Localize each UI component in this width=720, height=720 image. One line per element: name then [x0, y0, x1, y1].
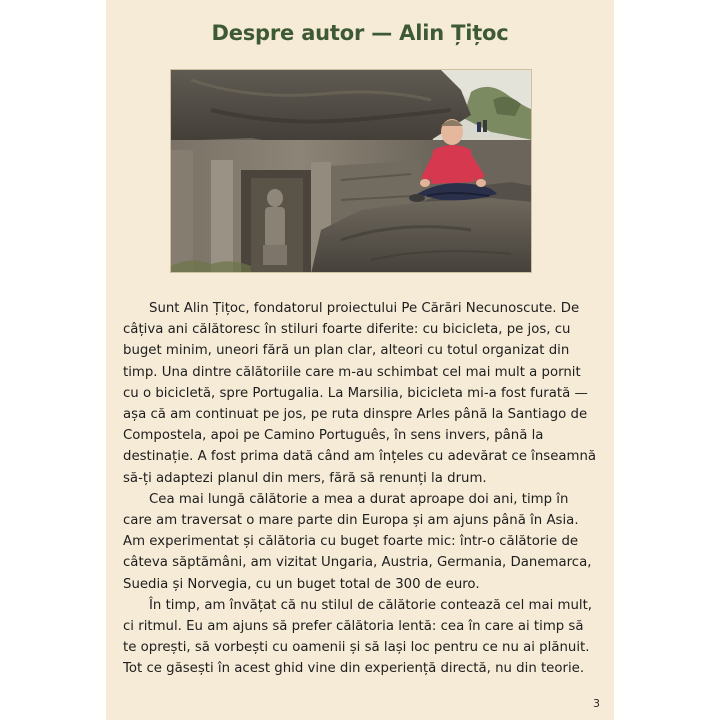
bio-paragraph-2: Cea mai lungă călătorie a mea a durat aproape doi ani, timp în care am traversat o mare parte din Europa și am ajuns până în Asia. Am experimentat și călătoria cu buget foarte mic: într-o călătorie de câteva săptămâni, am vizitat Ungaria, Austria, Germania, Danemarca, Suedia și Norvegia, cu un buget total de 300 de euro.	[123, 491, 592, 592]
author-bio	[123, 298, 597, 680]
bio-paragraph-1: Sunt Alin Țițoc, fondatorul proiectului Pe Cărări Necunoscute. De câțiva ani călătoresc în stiluri foarte diferite: cu bicicleta, pe jos, cu buget minim, uneori fără un plan clar, alteori cu totul organizat din timp. Una dintre călătoriile care m-au schimbat cel mai mult a pornit cu o bicicletă, spre Portugalia. La Marsilia, bicicleta mi-a fost furată — așa că am continuat pe jos, pe ruta dinspre Arles până la Santiago de Compostela, apoi pe Camino Português, în sens invers, până la destinație. A fost prima dată când am înțeles cu adevărat ce înseamnă să-ți adaptezi planul din mers, fără să renunți la drum.	[123, 301, 597, 486]
bio-paragraph-3: În timp, am învățat că nu stilul de călătorie contează cel mai mult, ci ritmul. Eu am ajuns să prefer călătoria lentă: cea în care ai timp să te oprești, să vorbești cu oamenii și să lași loc pentru ce nu ai plănuit. Tot ce găsești în acest ghid vine din experiență directă, nu din teorie.	[123, 597, 593, 677]
page-number: 3	[593, 697, 600, 710]
author-photo	[170, 69, 532, 273]
document-page	[106, 0, 614, 720]
author-photo-cave-icon	[171, 70, 532, 273]
page-title: Despre autor — Alin Țițoc	[211, 21, 509, 45]
